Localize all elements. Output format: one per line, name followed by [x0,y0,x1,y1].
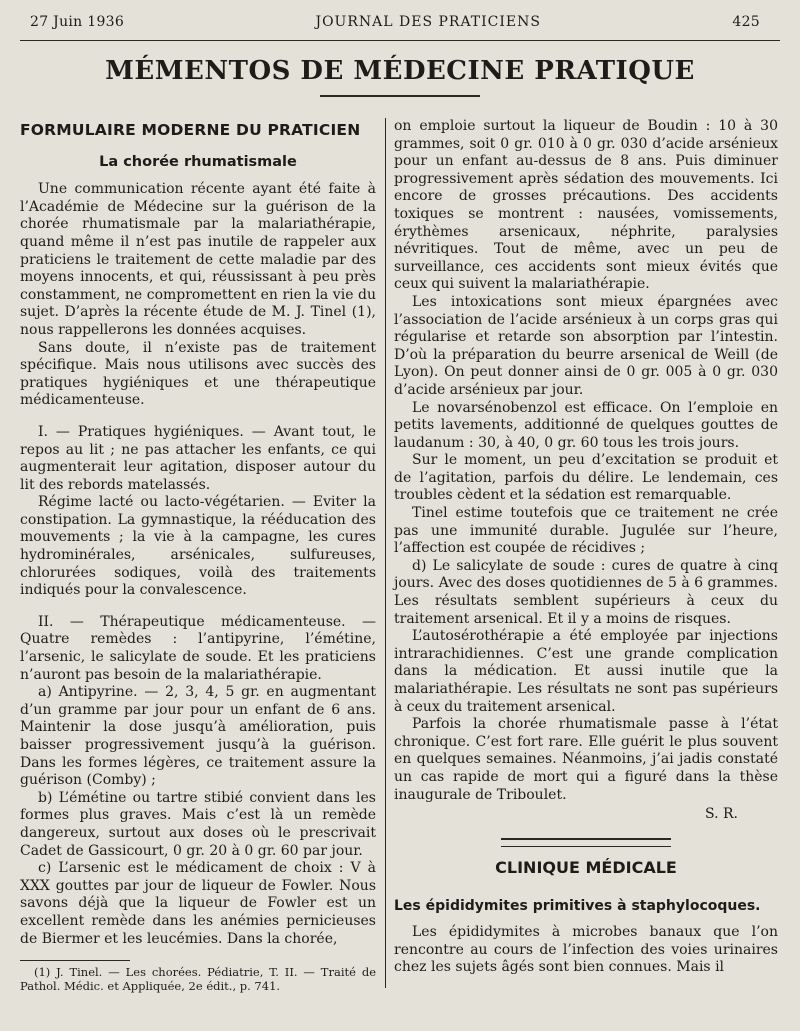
paragraph: II. — Thérapeutique médicamenteuse. — Quatre remèdes : l’antipyrine, l’émétine, l’arsenic, le salicylate de soude. Et les praticiens n’auront pas besoin de la malariathérapie. [20,613,376,683]
paragraph: Les intoxications sont mieux épargnées avec l’association de l’acide arsénieux à un corps gras qui régularise et retarde son absorption par l’intestin. D’où la préparation du beurre arsenical de Weill (de Lyon). On peut donner ainsi de 0 gr. 005 à 0 gr. 030 d’acide arsénieux par jour. [394,293,778,398]
paragraph: Le novarsénobenzol est efficace. On l’emploie en petits lavements, additionné de quelques gouttes de laudanum : 30, à 40, 0 gr. 60 tous les trois jours. [394,399,778,451]
footnote: (1) J. Tinel. — Les chorées. Pédiatrie, T. II. — Traité de Pathol. Médic. et Appliquée, 2e édit., p. 741. [20,965,376,994]
header-rule [20,40,780,41]
journal-name: JOURNAL DES PRATICIENS [315,14,541,30]
page-number: 425 [732,14,760,30]
right-column [394,118,778,977]
paragraph: on emploie surtout la liqueur de Boudin : 10 à 30 grammes, soit 0 gr. 010 à 0 gr. 030 d’acide arsénieux pour un enfant au-dessus de 8 ans. Puis diminuer progressivement après sédation des mouvements. Ici encore de grosses précautions. Des accidents toxiques se montrent : nausées, vomissements, érythèmes arsenicaux, néphrite, paralysies névritiques. Tout de même, avec un peu de surveillance, ces accidents sont mieux évités que ceux qui suivent la malariathérapie. [394,118,778,293]
page-title: MÉMENTOS DE MÉDECINE PRATIQUE [105,56,695,86]
article-heading: La chorée rhumatismale [99,153,297,170]
article-heading: Les épididymites primitives à staphylocoques. [394,898,761,915]
paragraph: Régime lacté ou lacto-végétarien. — Eviter la constipation. La gymnastique, la rééducation des mouvements ; la vie à la campagne, les cures hydrominérales, arsénicales, sulfureuses, chlorurées sodiques, voilà des traitements indiqués pour la convalescence. [20,494,376,599]
paragraph: d) Le salicylate de soude : cures de quatre à cinq jours. Avec des doses quotidiennes de 5 à 6 grammes. Les résultats semblent supérieurs à ceux du traitement arsenical. Et il y a moins de risques. [394,557,778,627]
footnote-rule [20,960,130,961]
section-heading: FORMULAIRE MODERNE DU PRATICIEN [20,121,361,139]
running-head [30,14,760,30]
issue-date: 27 Juin 1936 [30,14,125,30]
left-column [20,118,376,993]
paragraph: Sans doute, il n’existe pas de traitement spécifique. Mais nous utilisons avec succès des pratiques hygiéniques et une thérapeutique médicamenteuse. [20,339,376,409]
paragraph: Sur le moment, un peu d’excitation se produit et de l’agitation, parfois du délire. Le lendemain, ces troubles cèdent et la sédation est remarquable. [394,452,778,504]
paragraph: Tinel estime toutefois que ce traitement ne crée pas une immunité durable. Jugulée sur l’heure, l’affection est coupée de récidives ; [394,505,778,557]
paragraph: Une communication récente ayant été faite à l’Académie de Médecine sur la guérison de la chorée rhumatismale par la malariathérapie, quand même il n’est pas inutile de rappeler aux praticiens le traitement de cette maladie par des moyens innocents, et qui, réussissant à peu près constamment, ne compromettent en rien la vie du sujet. D’après la récente étude de M. J. Tinel (1), nous rappellerons les données acquises. [20,181,376,338]
section-heading: CLINIQUE MÉDICALE [495,857,677,877]
paragraph: I. — Pratiques hygiéniques. — Avant tout, le repos au lit ; ne pas attacher les enfants, ce qui augmenterait leur agitation, disposer autour du lit des rebords matelassés. [20,423,376,493]
paragraph: L’autosérothérapie a été employée par injections intrarachidiennes. C’est une grande complication dans la médication. Et aussi inutile que la malariathérapie. Les résultats ne sont pas supérieurs à ceux du traitement arsenical. [394,628,778,715]
column-divider [385,118,386,988]
paragraph: c) L’arsenic est le médicament de choix : V à XXX gouttes par jour de liqueur de Fowler. Nous savons déjà que la liqueur de Fowler est un excellent remède dans les anémies pernicieuses de Biermer et les leucémies. Dans la chorée, [20,860,376,947]
paragraph: b) L’émétine ou tartre stibié convient dans les formes plus graves. Mais c’est là un remède dangereux, surtout aux doses où le prescrivait Cadet de Gassicourt, 0 gr. 20 à 0 gr. 60 par jour. [20,789,376,859]
title-underline [320,95,480,97]
paragraph: Les épididymites à microbes banaux que l’on rencontre au cours de l’infection des voies urinaires chez les sujets âgés sont bien connues. Mais il [394,923,778,976]
paragraph: a) Antipyrine. — 2, 3, 4, 5 gr. en augmentant d’un gramme par jour pour un enfant de 6 ans. Maintenir la dose jusqu’à amélioration, puis baisser progressivement jusqu’à la guérison. Dans les formes légères, ce traitement assure la guérison (Comby) ; [20,684,376,789]
author-signature: S. R. [705,806,738,823]
paragraph: Parfois la chorée rhumatismale passe à l’état chronique. C’est fort rare. Elle guérit le plus souvent en quelques semaines. Néanmoins, j’ai jadis constaté un cas rapide de mort qui a figuré dans la thèse inaugurale de Triboulet. [394,716,778,803]
section-ornament [501,838,671,847]
